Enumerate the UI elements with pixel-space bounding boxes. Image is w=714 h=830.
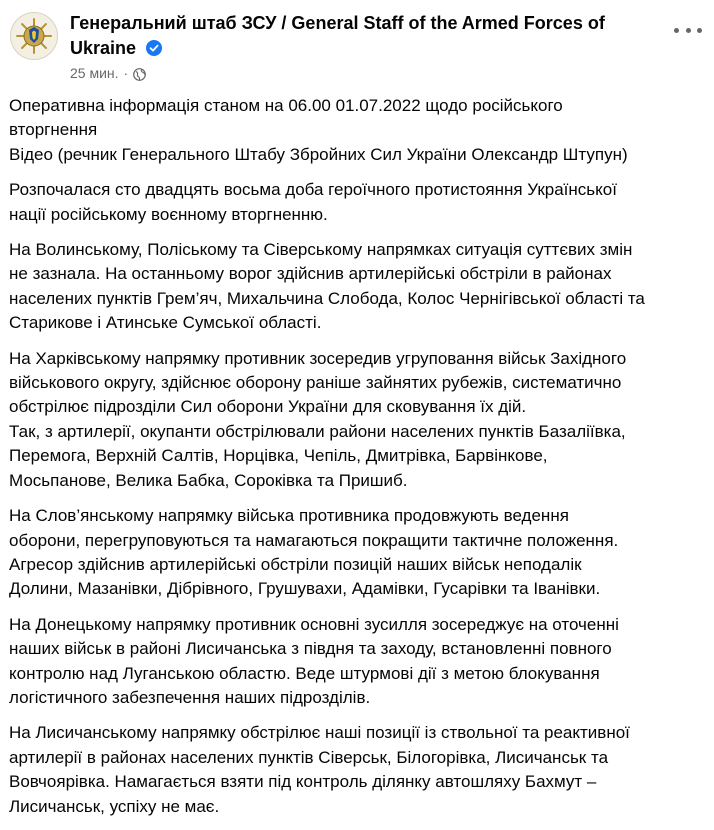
globe-icon[interactable] [133, 67, 146, 80]
post-paragraph [9, 238, 709, 336]
post-paragraph [9, 504, 709, 602]
text-line: На Харківському напрямку противник зосередив угруповання військ Західного [9, 348, 627, 368]
post-body [9, 94, 709, 830]
text-line: контролю над Луганською областю. Веде штурмові дії з метою блокування [9, 663, 600, 683]
text-line: нації російському воєнному вторгненню. [9, 204, 328, 224]
text-line: артилерії в районах населених пунктів Сіверськ, Білогорівка, Лисичанськ та [9, 747, 609, 767]
text-line: Лисичанськ, успіху не має. [9, 796, 220, 816]
post-paragraph [9, 94, 709, 167]
more-dot [697, 28, 702, 33]
more-dot [686, 28, 691, 33]
page-avatar[interactable] [10, 12, 58, 60]
text-line: обстрілює підрозділи Сил оборони України для сковування їх дій. [9, 397, 527, 417]
page-name-line-1: Генеральний штаб ЗСУ / General Staff of the Armed Forces of [70, 13, 605, 33]
text-line: Агресор здійснив артилерійські обстріли позицій наших військ неподалік [9, 554, 582, 574]
more-options-icon[interactable] [674, 20, 702, 40]
text-line: не зазнала. На останньому ворог здійснив артилерійські обстріли в районах [9, 264, 612, 284]
text-line: наших військ в районі Лисичанська з півдня та заходу, встановленні повного [9, 639, 612, 659]
armed-forces-emblem-icon [11, 13, 57, 59]
page-name-link[interactable] [70, 11, 650, 61]
text-line: На Лисичанському напрямку обстрілює наші позиції із ствольної та реактивної [9, 723, 630, 743]
post-header [0, 0, 714, 90]
text-line: Перемога, Верхній Салтів, Норцівка, Чепіль, Дмитрівка, Барвінкове, [9, 446, 548, 466]
post-timestamp-link[interactable]: 25 мин. [70, 65, 119, 81]
text-line: Так, з артилерії, окупанти обстрілювали райони населених пунктів Базаліївка, [9, 421, 626, 441]
page-name-line-2: Ukraine [70, 38, 137, 58]
post-paragraph [9, 613, 709, 711]
post-meta [70, 64, 146, 82]
text-line: Мосьпанове, Велика Бабка, Сороківка та Пришиб. [9, 470, 408, 490]
text-line: Вовчоярівка. Намагається взяти під контроль ділянку автошляху Бахмут – [9, 772, 597, 792]
text-line: Долини, Мазанівки, Дібрівного, Грушувахи, Адамівки, Гусарівки та Іванівки. [9, 579, 601, 599]
post-paragraph [9, 347, 709, 493]
more-dot [674, 28, 679, 33]
verified-badge-icon [146, 38, 162, 54]
post-paragraph [9, 178, 709, 227]
text-line: Відео (речник Генерального Штабу Збройних Сил України Олександр Штупун) [9, 144, 628, 164]
text-line: оборони, перегруповуються та намагаються покращити тактичне положення. [9, 530, 619, 550]
text-line: На Слов’янському напрямку війська противника продовжують ведення [9, 506, 569, 526]
text-line: Оперативна інформація станом на 06.00 01.07.2022 щодо російського [9, 96, 563, 115]
meta-separator: · [123, 65, 129, 81]
text-line: Розпочалася сто двадцять восьма доба героїчного протистояння Української [9, 180, 617, 200]
post-paragraph [9, 721, 709, 819]
text-line: логістичного забезпечення наших підрозділів. [9, 687, 371, 707]
text-line: На Донецькому напрямку противник основні зусилля зосереджує на оточенні [9, 614, 619, 634]
text-line: вторгнення [9, 120, 98, 140]
text-line: населених пунктів Грем’яч, Михальчина Слобода, Колос Чернігівської області та [9, 288, 645, 308]
text-line: На Волинському, Поліському та Сіверському напрямках ситуація суттєвих змін [9, 240, 633, 260]
text-line: військового округу, здійснює оборону раніше зайнятих рубежів, систематично [9, 373, 622, 393]
text-line: Старикове і Атинське Сумської області. [9, 313, 322, 333]
